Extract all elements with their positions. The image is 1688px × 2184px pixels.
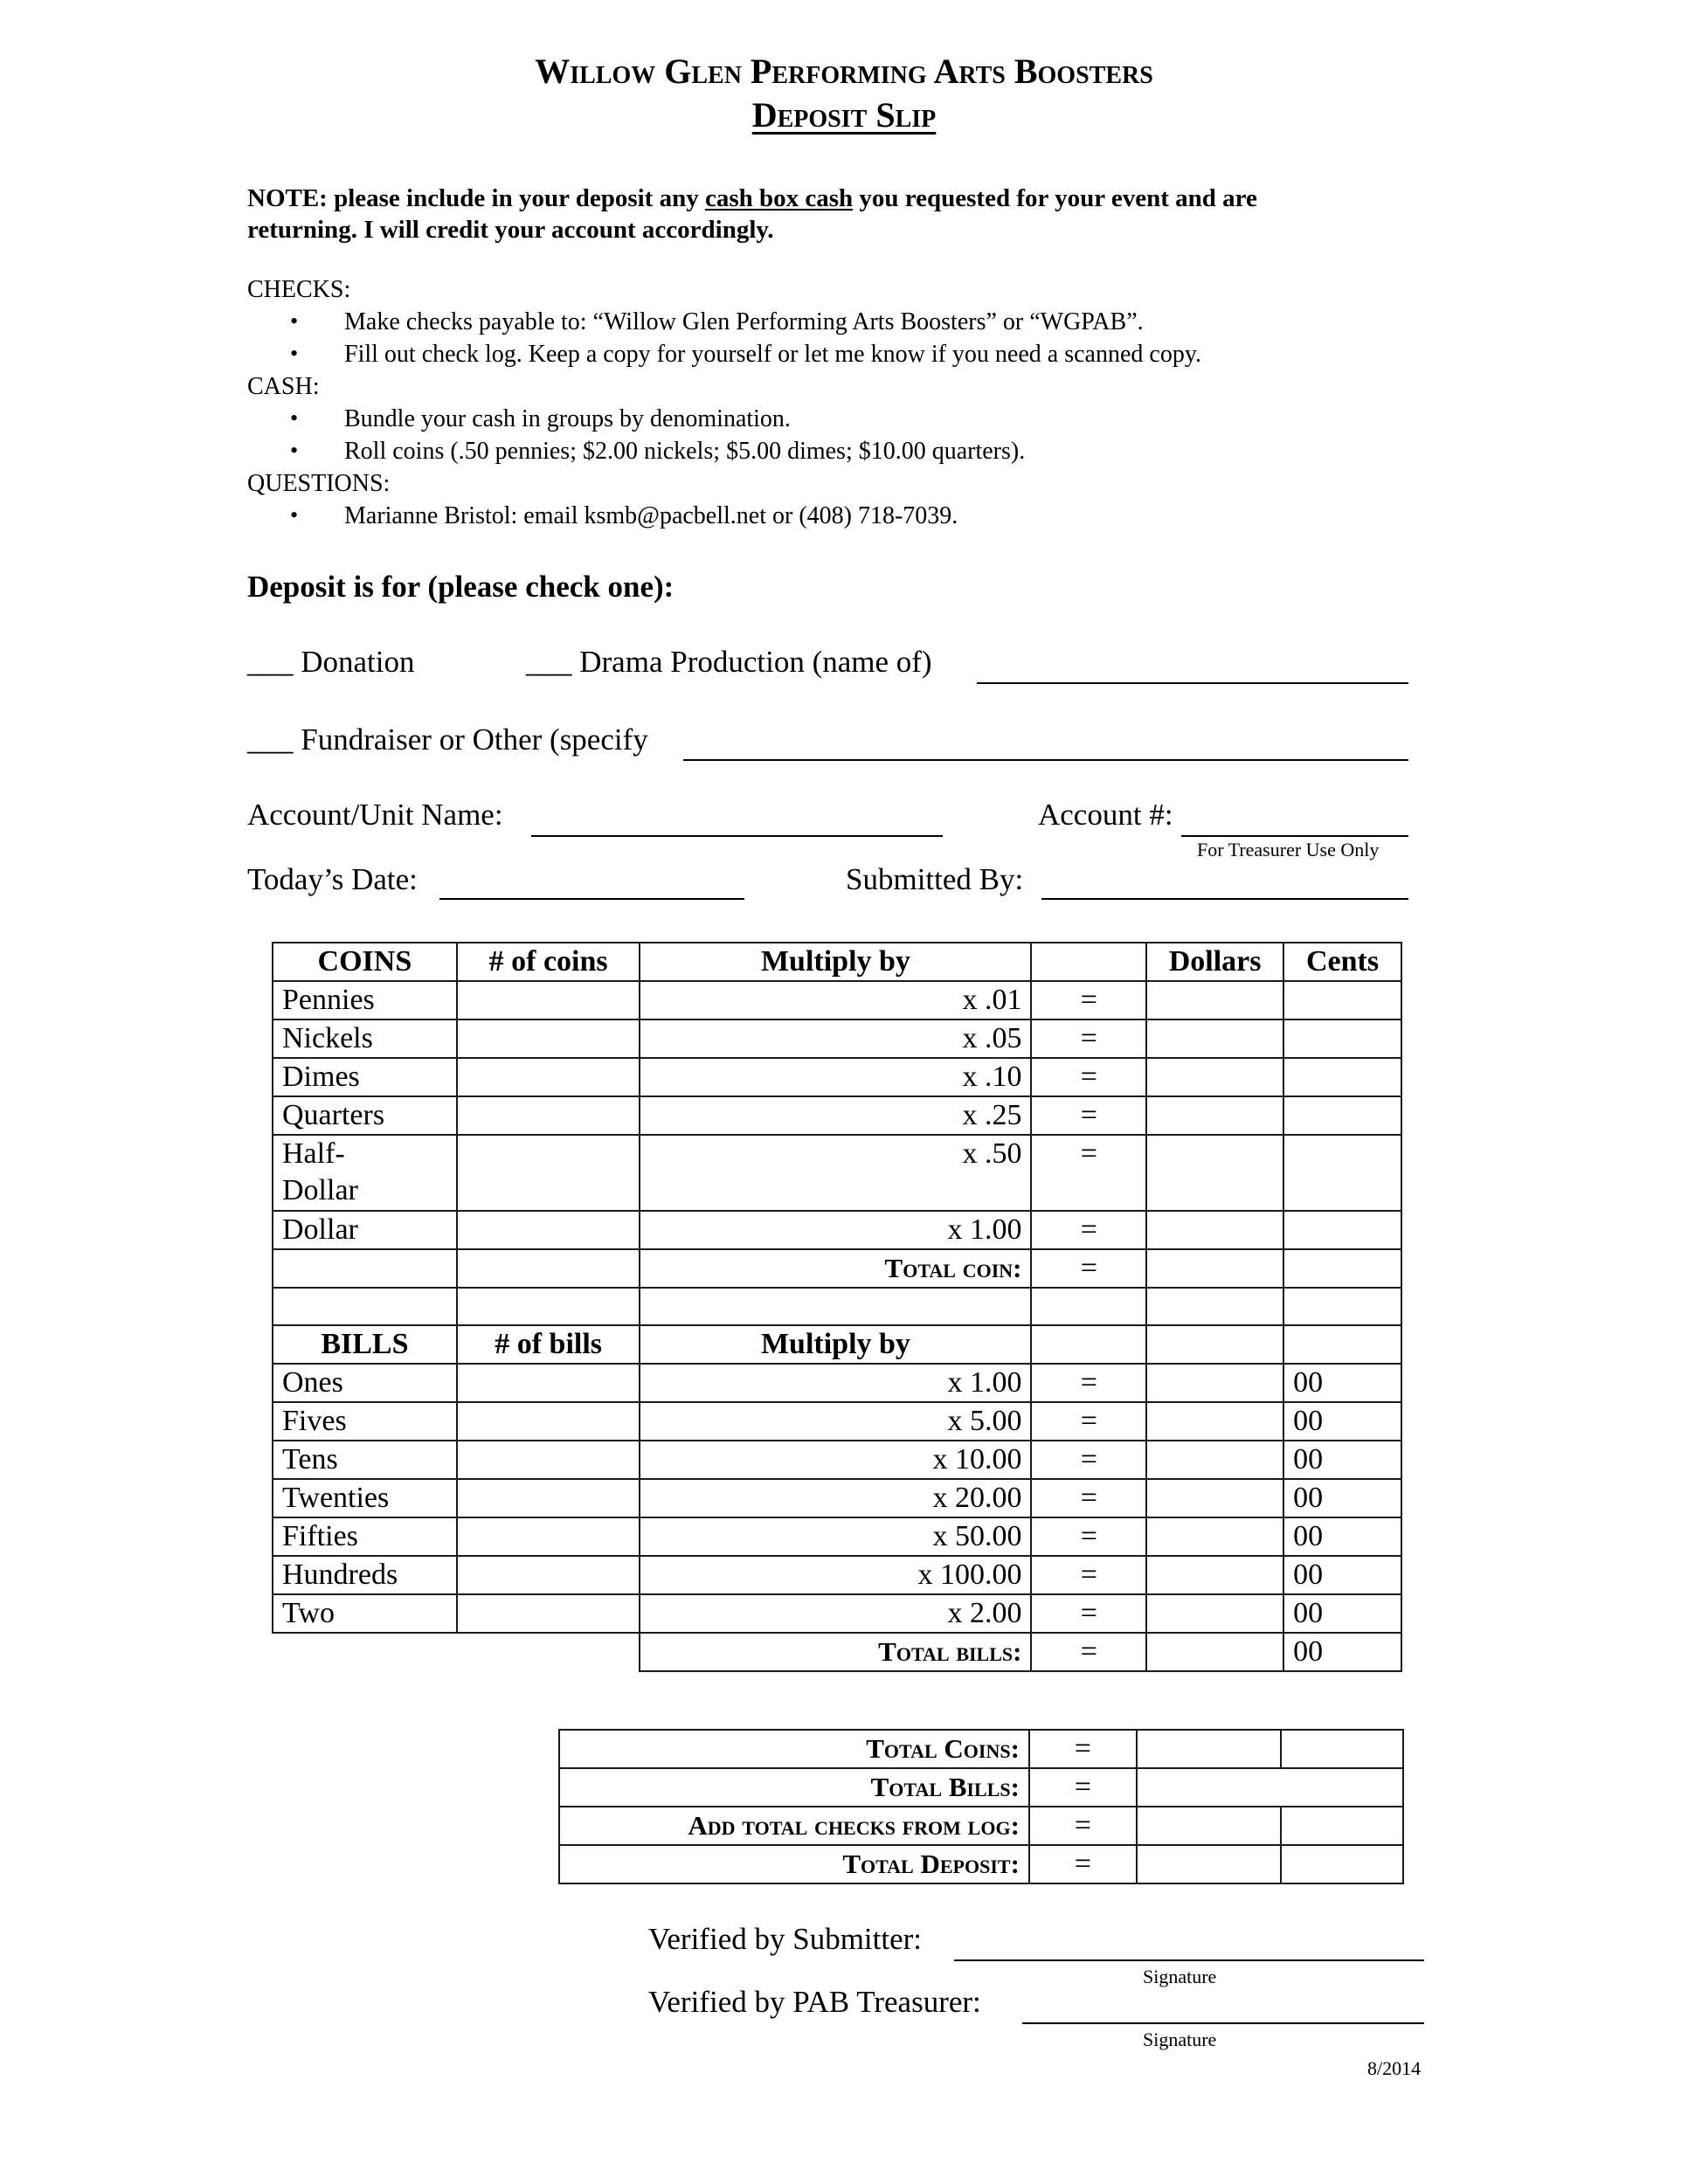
fundraiser-option[interactable] — [247, 722, 648, 757]
fundraiser-specify-field[interactable] — [683, 759, 1408, 761]
coin-name: Nickels — [273, 1019, 457, 1058]
bullet-text: Fill out check log. Keep a copy for yourself or let me know if you need a scanned copy. — [344, 341, 1201, 368]
note-cash-box-cash: cash box cash — [704, 184, 854, 212]
donation-checkbox-blank[interactable]: ___ — [247, 645, 294, 679]
checks-bullet-2 — [297, 341, 1201, 369]
treasurer-signature-field[interactable] — [1022, 2022, 1424, 2024]
empty-cell — [1146, 1325, 1283, 1364]
submitted-by-field[interactable] — [1041, 898, 1408, 900]
multiplier: x 20.00 — [640, 1479, 1031, 1517]
bullet-text: Bundle your cash in groups by denomination. — [344, 405, 791, 432]
table-row-quarters — [273, 1096, 1401, 1135]
multiplier: x 10.00 — [640, 1441, 1031, 1479]
bill-name: Fives — [273, 1402, 457, 1441]
coins-header-row — [273, 943, 1401, 981]
dollars-input[interactable] — [1146, 1096, 1283, 1135]
multiplier: x .10 — [640, 1058, 1031, 1096]
bill-name: Twenties — [273, 1479, 457, 1517]
dollars-input[interactable] — [1146, 1517, 1283, 1556]
bullet-text: Roll coins (.50 pennies; $2.00 nickels; $5.00 dimes; $10.00 quarters). — [344, 438, 1026, 465]
total-bills-dollars-input[interactable] — [1146, 1633, 1283, 1671]
donation-label: Donation — [301, 645, 415, 679]
cents-input[interactable] — [1283, 1211, 1401, 1249]
equals-sign: = — [1031, 1633, 1146, 1671]
coin-count-input[interactable] — [457, 1135, 640, 1211]
equals-sign: = — [1031, 1402, 1146, 1441]
cents-value: 00 — [1283, 1441, 1401, 1479]
multiplier: x 1.00 — [640, 1211, 1031, 1249]
multiplier: x 100.00 — [640, 1556, 1031, 1594]
bullet-text: Marianne Bristol: email ksmb@pacbell.net or (408) 718-7039. — [344, 502, 958, 529]
table-row-fifties — [273, 1517, 1401, 1556]
num-bills-header: # of bills — [457, 1325, 640, 1364]
cents-value: 00 — [1283, 1517, 1401, 1556]
total-bills-amount-input[interactable] — [1137, 1768, 1403, 1807]
total-coins-label: Total Coins: — [559, 1730, 1029, 1768]
cents-input[interactable] — [1283, 1019, 1401, 1058]
submitter-signature-caption: Signature — [1143, 1966, 1217, 1987]
account-unit-name-label: Account/Unit Name: — [247, 798, 503, 832]
drama-label: Drama Production (name of) — [579, 645, 932, 679]
equals-sign: = — [1031, 1135, 1146, 1211]
total-bills-row — [273, 1633, 1401, 1671]
multiplier: x 50.00 — [640, 1517, 1031, 1556]
dollars-input[interactable] — [1146, 1135, 1283, 1211]
multiplier: x .25 — [640, 1096, 1031, 1135]
coin-name: Pennies — [273, 981, 457, 1019]
equals-sign: = — [1029, 1845, 1137, 1883]
total-bills-summary-row — [559, 1768, 1403, 1807]
equals-sign: = — [1029, 1730, 1137, 1768]
deposit-for-heading: Deposit is for (please check one): — [247, 570, 675, 604]
todays-date-label: Today’s Date: — [247, 862, 418, 896]
bill-name: Hundreds — [273, 1556, 457, 1594]
equals-sign: = — [1031, 1364, 1146, 1402]
submitted-by-label: Submitted By: — [846, 862, 1024, 896]
dollars-input[interactable] — [1146, 1556, 1283, 1594]
coin-count-input[interactable] — [457, 1211, 640, 1249]
multiplier: x .05 — [640, 1019, 1031, 1058]
bill-count-input[interactable] — [457, 1364, 640, 1402]
equals-header — [1031, 943, 1146, 981]
questions-heading: QUESTIONS: — [247, 470, 391, 497]
table-row-two — [273, 1594, 1401, 1633]
table-row-nickels — [273, 1019, 1401, 1058]
coin-name: Dimes — [273, 1058, 457, 1096]
cents-value: 00 — [1283, 1402, 1401, 1441]
coin-name: Dollar — [273, 1211, 457, 1249]
table-row-tens — [273, 1441, 1401, 1479]
checks-bullet-1 — [297, 308, 1144, 336]
coin-count-input[interactable] — [457, 1058, 640, 1096]
dollars-input[interactable] — [1146, 1058, 1283, 1096]
empty-cell — [1146, 1288, 1283, 1325]
empty-cell — [273, 1249, 457, 1288]
empty-cell — [640, 1288, 1031, 1325]
checks-heading: CHECKS: — [247, 276, 351, 303]
total-coins-dollars-input[interactable] — [1137, 1730, 1282, 1768]
dollars-input[interactable] — [1146, 981, 1283, 1019]
donation-option[interactable] — [247, 645, 415, 680]
table-row-half-dollar — [273, 1135, 1401, 1211]
checks-dollars-input[interactable] — [1137, 1807, 1282, 1845]
cents-value: 00 — [1283, 1479, 1401, 1517]
bill-count-input[interactable] — [457, 1517, 640, 1556]
equals-sign: = — [1029, 1807, 1137, 1845]
bill-count-input[interactable] — [457, 1594, 640, 1633]
cash-bullet-2 — [297, 438, 1025, 466]
multiplier: x .01 — [640, 981, 1031, 1019]
bills-header-row — [273, 1325, 1401, 1364]
multiplier: x 5.00 — [640, 1402, 1031, 1441]
equals-sign: = — [1031, 1517, 1146, 1556]
cash-heading: CASH: — [247, 373, 320, 400]
num-coins-header: # of coins — [457, 943, 640, 981]
empty-cell — [1283, 1325, 1401, 1364]
fundraiser-label: Fundraiser or Other (specify — [301, 722, 648, 757]
multiply-by-header: Multiply by — [640, 1325, 1031, 1364]
equals-sign: = — [1031, 1441, 1146, 1479]
totals-table — [558, 1729, 1404, 1884]
empty-cell — [1283, 1288, 1401, 1325]
equals-sign: = — [1031, 1058, 1146, 1096]
verified-by-submitter-label: Verified by Submitter: — [648, 1922, 923, 1956]
bill-name: Ones — [273, 1364, 457, 1402]
multiply-by-header: Multiply by — [640, 943, 1031, 981]
equals-sign: = — [1031, 1594, 1146, 1633]
table-row-pennies — [273, 981, 1401, 1019]
drama-checkbox-blank[interactable]: ___ — [526, 645, 572, 679]
total-bills-cents: 00 — [1283, 1633, 1401, 1671]
table-row-dimes — [273, 1058, 1401, 1096]
empty-cell — [457, 1288, 640, 1325]
total-coins-cents-input[interactable] — [1281, 1730, 1403, 1768]
cents-value: 00 — [1283, 1594, 1401, 1633]
cents-value: 00 — [1283, 1364, 1401, 1402]
treasurer-signature-caption: Signature — [1143, 2028, 1217, 2050]
table-row-hundreds — [273, 1556, 1401, 1594]
coin-count-input[interactable] — [457, 1096, 640, 1135]
note-suffix: you requested for your event and are — [853, 184, 1257, 212]
equals-sign: = — [1031, 981, 1146, 1019]
submitter-signature-field[interactable] — [954, 1959, 1424, 1961]
dollars-input[interactable] — [1146, 1441, 1283, 1479]
empty-cell — [457, 1633, 640, 1671]
bullet-text: Make checks payable to: “Willow Glen Performing Arts Boosters” or “WGPAB”. — [344, 308, 1144, 335]
revision-date: 8/2014 — [1367, 2057, 1422, 2079]
total-deposit-label: Total Deposit: — [559, 1845, 1029, 1883]
drama-name-field[interactable] — [977, 682, 1408, 684]
equals-sign: = — [1031, 1556, 1146, 1594]
empty-cell — [273, 1288, 457, 1325]
treasurer-use-note: For Treasurer Use Only — [1197, 839, 1380, 860]
coin-count-input[interactable] — [457, 981, 640, 1019]
equals-sign: = — [1031, 1249, 1146, 1288]
equals-sign: = — [1029, 1768, 1137, 1807]
table-row-dollar — [273, 1211, 1401, 1249]
dollars-input[interactable] — [1146, 1019, 1283, 1058]
dollars-input[interactable] — [1146, 1594, 1283, 1633]
document-title — [0, 94, 1688, 135]
equals-sign: = — [1031, 1211, 1146, 1249]
organization-title: Willow Glen Performing Arts Boosters — [535, 52, 1153, 91]
verified-by-treasurer-label: Verified by PAB Treasurer: — [648, 1985, 981, 2019]
total-coin-dollars-input[interactable] — [1146, 1249, 1283, 1288]
account-unit-name-field[interactable] — [531, 835, 943, 837]
total-coin-row — [273, 1249, 1401, 1288]
multiplier: x 1.00 — [640, 1364, 1031, 1402]
dollars-input[interactable] — [1146, 1364, 1283, 1402]
equals-sign: = — [1031, 1019, 1146, 1058]
total-coin-label: Total coin: — [640, 1249, 1031, 1288]
bill-count-input[interactable] — [457, 1402, 640, 1441]
multiplier: x .50 — [640, 1135, 1031, 1211]
cents-input[interactable] — [1283, 1058, 1401, 1096]
total-deposit-cents-input[interactable] — [1281, 1845, 1403, 1883]
bill-name: Fifties — [273, 1517, 457, 1556]
total-bills-summary-label: Total Bills: — [559, 1768, 1029, 1807]
coin-name: Quarters — [273, 1096, 457, 1135]
drama-option[interactable] — [526, 645, 932, 680]
coin-name-line-1: Half- — [282, 1137, 345, 1170]
checks-total-row — [559, 1807, 1403, 1845]
empty-cell — [1031, 1325, 1146, 1364]
questions-bullet-1 — [297, 502, 958, 530]
cents-value: 00 — [1283, 1556, 1401, 1594]
cents-input[interactable] — [1283, 1135, 1401, 1211]
fundraiser-checkbox-blank[interactable]: ___ — [247, 722, 294, 757]
bill-name: Tens — [273, 1441, 457, 1479]
note-line-2: returning. I will credit your account accordingly. — [247, 216, 774, 244]
checks-cents-input[interactable] — [1281, 1807, 1403, 1845]
total-coin-cents-input[interactable] — [1283, 1249, 1401, 1288]
empty-cell — [1031, 1288, 1146, 1325]
coins-header: COINS — [273, 943, 457, 981]
bills-header: BILLS — [273, 1325, 457, 1364]
bill-count-input[interactable] — [457, 1479, 640, 1517]
empty-cell — [457, 1249, 640, 1288]
todays-date-field[interactable] — [439, 898, 744, 900]
note-line-1 — [247, 183, 1257, 214]
coins-bills-table — [272, 942, 1402, 1672]
account-number-label: Account #: — [1038, 798, 1173, 832]
cents-input[interactable] — [1283, 981, 1401, 1019]
coin-count-input[interactable] — [457, 1019, 640, 1058]
table-row-ones — [273, 1364, 1401, 1402]
coin-name — [273, 1135, 457, 1211]
bill-name: Two — [273, 1594, 457, 1633]
dollars-input[interactable] — [1146, 1479, 1283, 1517]
cents-input[interactable] — [1283, 1096, 1401, 1135]
spacer-row — [273, 1288, 1401, 1325]
table-row-fives — [273, 1402, 1401, 1441]
account-number-field[interactable] — [1181, 835, 1408, 837]
cents-header: Cents — [1283, 943, 1401, 981]
total-deposit-row — [559, 1845, 1403, 1883]
coin-name-line-2: Dollar — [282, 1174, 358, 1206]
note-prefix: NOTE: please include in your deposit any — [247, 184, 705, 212]
dollars-input[interactable] — [1146, 1402, 1283, 1441]
equals-sign: = — [1031, 1096, 1146, 1135]
cash-bullet-1 — [297, 405, 791, 433]
multiplier: x 2.00 — [640, 1594, 1031, 1633]
empty-cell — [273, 1633, 457, 1671]
total-coins-row — [559, 1730, 1403, 1768]
dollars-header: Dollars — [1146, 943, 1283, 981]
deposit-slip-heading: Deposit Slip — [751, 95, 937, 135]
table-row-twenties — [273, 1479, 1401, 1517]
dollars-input[interactable] — [1146, 1211, 1283, 1249]
checks-total-label: Add total checks from log: — [559, 1807, 1029, 1845]
equals-sign: = — [1031, 1479, 1146, 1517]
total-deposit-dollars-input[interactable] — [1137, 1845, 1282, 1883]
bill-count-input[interactable] — [457, 1441, 640, 1479]
total-bills-label: Total bills: — [640, 1633, 1031, 1671]
bill-count-input[interactable] — [457, 1556, 640, 1594]
